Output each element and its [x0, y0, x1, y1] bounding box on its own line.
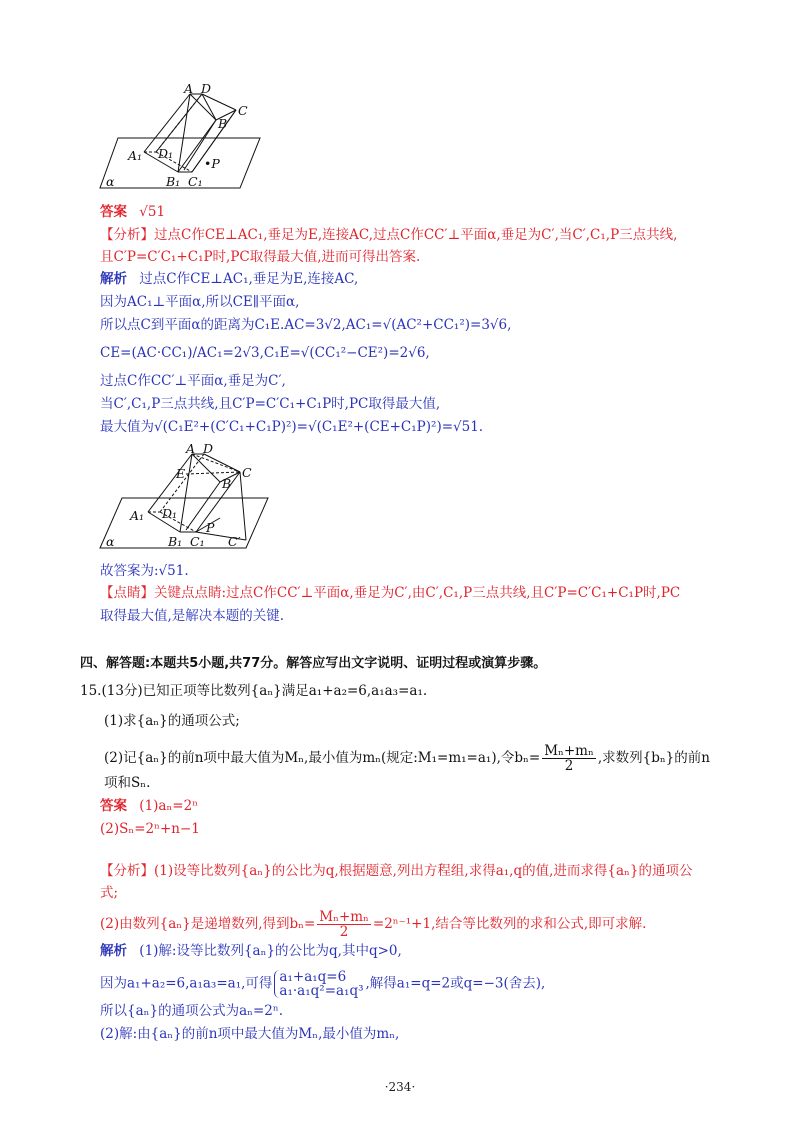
- q15-solution-line-3: 所以{aₙ}的通项公式为aₙ=2ⁿ.: [100, 1003, 283, 1019]
- q15-system-eq-1: a₁+a₁q=6: [279, 969, 347, 985]
- q15-solution-line-2: [100, 970, 545, 998]
- figure-2-prism-diagram: [98, 440, 273, 555]
- q15-part2-frac-num: Mₙ+mₙ: [544, 743, 594, 759]
- fig1-label-B1: B₁: [166, 174, 181, 189]
- q15-analysis-line-3: [100, 910, 646, 939]
- q15-solution-line-4: (2)解:由{aₙ}的前n项中最大值为Mₙ,最小值为mₙ,: [100, 1026, 400, 1042]
- q15-part2-fraction: [542, 744, 596, 773]
- q15-solution-text-1: (1)解:设等比数列{aₙ}的公比为q,其中q>0,: [139, 943, 402, 959]
- solution-1-text-1: 过点C作CE⊥AC₁,垂足为E,连接AC,: [139, 271, 359, 287]
- q15-answer-label: 答案: [100, 798, 127, 814]
- solution-1-line-7: 最大值为√(C₁E²+(C′C₁+C₁P)²)=√(C₁E²+(CE+C₁P)²)=√51.: [100, 419, 484, 435]
- solution-1-line-5: 过点C作CC′⊥平面α,垂足为C′,: [100, 373, 286, 389]
- q15-solution-text-2b: ,解得a₁=q=2或q=−3(舍去),: [365, 975, 546, 992]
- fig2-label-P: P: [206, 520, 215, 535]
- fig2-label-alpha: α: [106, 534, 115, 549]
- fig1-label-D: D: [201, 81, 212, 96]
- section-4-heading: 四、解答题:本题共5小题,共77分。解答应写出文字说明、证明过程或演算步骤。: [80, 656, 547, 671]
- fig2-label-A1: A₁: [130, 508, 145, 523]
- q15-part2-line2: 项和Sₙ.: [104, 775, 151, 791]
- figure-1-prism-diagram: [98, 80, 268, 195]
- fig1-label-A1: A₁: [128, 148, 143, 163]
- fig2-label-C-prime: C′: [228, 534, 241, 549]
- q15-part2-text-b: ,求数列{bₙ}的前n: [597, 750, 710, 766]
- fig2-label-B1: B₁: [168, 534, 183, 549]
- keypoint-1-text-1: 【点睛】关键点点睛:过点C作CC′⊥平面α,垂足为C′,由C′,C₁,P三点共线,且C′P=C′C₁+C₁P时,PC: [100, 585, 681, 601]
- answer-1-value: √51: [139, 204, 166, 220]
- solution-1-line-3: 所以点C到平面α的距离为C₁E.AC=3√2,AC₁=√(AC²+CC₁²)=3√6,: [100, 317, 512, 333]
- fig2-label-C: C: [242, 465, 252, 480]
- fig2-label-C1: C₁: [190, 534, 205, 549]
- q15-analysis-frac-den: 2: [339, 924, 349, 940]
- answer-1: [100, 203, 165, 221]
- solution-1-line-4: CE=(AC·CC₁)/AC₁=2√3,C₁E=√(CC₁²−CE²)=2√6,: [100, 345, 430, 361]
- q15-answer-1: (1)aₙ=2ⁿ: [139, 798, 199, 814]
- q15-analysis-text-b: =2ⁿ⁻¹+1,结合等比数列的求和公式,即可求解.: [372, 916, 647, 932]
- fig1-label-B: B: [218, 116, 228, 131]
- q15-part2-frac-den: 2: [564, 758, 574, 774]
- q15-analysis-fraction: [317, 910, 371, 939]
- analysis-1-line-1: 【分析】过点C作CE⊥AC₁,垂足为E,连接AC,过点C作CC′⊥平面α,垂足为C′,当C′,C₁,P三点共线,: [100, 227, 678, 243]
- solution-1-line-6: 当C′,C₁,P三点共线,且C′P=C′C₁+C₁P时,PC取得最大值,: [100, 396, 441, 412]
- q15-equation-system: [274, 970, 363, 998]
- fig2-label-A: A: [186, 441, 196, 456]
- q15-solution-line-1: [100, 942, 402, 960]
- fig1-label-A: A: [184, 81, 194, 96]
- q15-answer-line-2: (2)Sₙ=2ⁿ+n−1: [100, 821, 200, 837]
- q15-stem: 15.(13分)已知正项等比数列{aₙ}满足a₁+a₂=6,a₁a₃=a₁.: [80, 683, 428, 699]
- fig2-label-D1: D₁: [162, 506, 178, 521]
- keypoint-1-line-2: 取得最大值,是解决本题的关键.: [100, 608, 285, 624]
- q15-part2-text-a: (2)记{aₙ}的前n项中最大值为Mₙ,最小值为mₙ(规定:M₁=m₁=a₁),令bₙ=: [104, 750, 541, 766]
- q15-answer-line-1: [100, 797, 198, 815]
- page-number: ·234·: [384, 1080, 416, 1094]
- q15-part1: (1)求{aₙ}的通项公式;: [104, 713, 240, 729]
- q15-analysis-text-a: (2)由数列{aₙ}是递增数列,得到bₙ=: [100, 916, 316, 932]
- fig1-label-P: •P: [204, 156, 220, 171]
- q15-solution-label: 解析: [100, 943, 127, 959]
- fig1-label-alpha: α: [106, 174, 115, 189]
- answer-1-label: 答案: [100, 204, 127, 220]
- q15-part2-line1: [104, 744, 710, 773]
- q15-solution-text-2a: 因为a₁+a₂=6,a₁a₃=a₁,可得: [100, 975, 273, 992]
- fig1-label-C: C: [238, 103, 248, 118]
- q15-analysis-line-2: 式;: [100, 885, 119, 901]
- conclusion-1: 故答案为:√51.: [100, 563, 189, 579]
- fig1-label-D1: D₁: [158, 146, 174, 161]
- fig2-label-D: D: [203, 441, 214, 456]
- fig2-label-E: E: [176, 466, 186, 481]
- fig2-label-B: B: [222, 476, 232, 491]
- q15-analysis-frac-num: Mₙ+mₙ: [319, 909, 369, 925]
- keypoint-1-line-1: [100, 584, 680, 602]
- fig1-label-C1: C₁: [188, 174, 203, 189]
- solution-1-line-2: 因为AC₁⊥平面α,所以CE∥平面α,: [100, 294, 300, 310]
- q15-analysis-line-1: 【分析】(1)设等比数列{aₙ}的公比为q,根据题意,列出方程组,求得a₁,q的值,进而求得{aₙ}的通项公: [100, 863, 693, 879]
- solution-1-line-1: [100, 270, 358, 288]
- solution-1-label: 解析: [100, 271, 127, 287]
- analysis-1-line-2: 且C′P=C′C₁+C₁P时,PC取得最大值,进而可得出答案.: [100, 249, 421, 265]
- q15-system-eq-2: a₁·a₁q²=a₁q³: [279, 983, 364, 999]
